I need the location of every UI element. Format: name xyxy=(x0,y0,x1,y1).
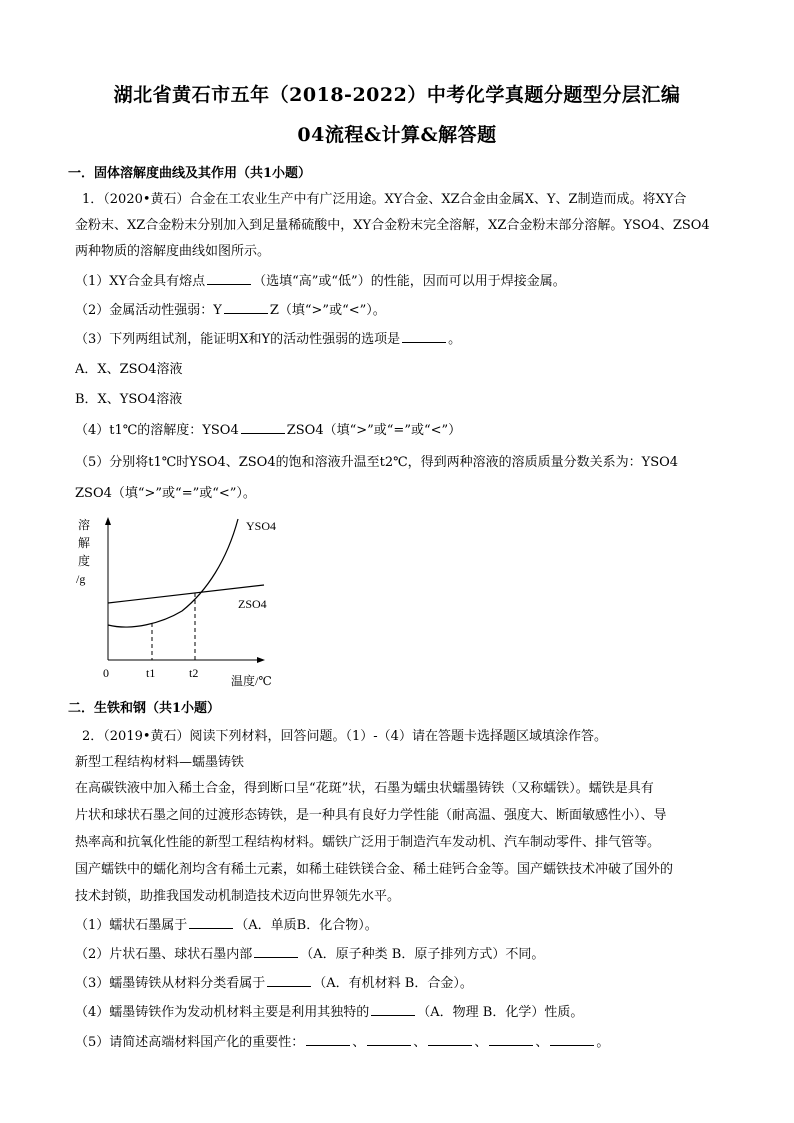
separator: 、 xyxy=(413,1035,427,1050)
chart-series-yso4-line xyxy=(108,519,238,627)
q1-option-a: A．X、ZSO4溶液 xyxy=(75,362,183,377)
q2-part3 xyxy=(75,972,725,991)
q2-part2-text-b: （A．原子种类 B．原子排列方式）不同。 xyxy=(300,947,545,962)
separator: 、 xyxy=(474,1035,488,1050)
q1-intro-line2: 金粉末、XZ合金粉末分别加入到足量稀硫酸中，XY合金粉末完全溶解，XZ合金粉末部分溶解。YSO4、ZSO4 xyxy=(75,218,710,233)
q2-intro: 2．（2019•黄石）阅读下列材料，回答问题。（1）-（4）请在答题卡选择题区域填涂作答。 xyxy=(82,729,607,744)
material-line3: 热率高和抗氧化性能的新型工程结构材料。蠕铁广泛用于制造汽车发动机、汽车制动零件、排气管等。 xyxy=(75,835,661,850)
q1-part3-text-b: 。 xyxy=(448,332,462,347)
answer-blank[interactable] xyxy=(224,301,268,314)
answer-blank[interactable] xyxy=(267,974,311,987)
material-line5: 技术封锁，助推我国发动机制造技术迈向世界领先水平。 xyxy=(75,889,401,904)
q1-intro-line3: 两种物质的溶解度曲线如图所示。 xyxy=(75,244,271,259)
chart-ylabel-char1: 溶 xyxy=(78,518,91,532)
chart-tick-t2: t2 xyxy=(189,666,199,680)
separator: 、 xyxy=(535,1035,549,1050)
answer-blank[interactable] xyxy=(402,330,446,343)
chart-ylabel-char2: 解 xyxy=(78,536,91,550)
material-line4: 国产蠕铁中的蠕化剂均含有稀土元素，如稀土硅铁镁合金、稀土硅钙合金等。国产蠕铁技术冲破了国外的 xyxy=(75,862,674,877)
q1-part4-text-a: （4）t1℃的溶解度：YSO4 xyxy=(75,423,239,438)
q2-part2-text-a: （2）片状石墨、球状石墨内部 xyxy=(75,947,253,962)
q1-part1-text-b: （选填“高”或“低”）的性能，因而可以用于焊接金属。 xyxy=(253,274,566,289)
q1-part3-text-a: （3）下列两组试剂，能证明X和Y的活动性强弱的选项是 xyxy=(75,332,401,347)
q1-part2-text-b: Z（填“>”或“<”）。 xyxy=(269,303,386,318)
q1-part4-text-b: ZSO4（填“>”或“=”或“<”） xyxy=(286,423,462,438)
answer-blank[interactable] xyxy=(306,1033,350,1046)
q2-part2 xyxy=(75,943,725,962)
q1-part1-text-a: （1）XY合金具有熔点 xyxy=(75,274,206,289)
document-subtitle: 04流程&计算&解答题 xyxy=(297,124,497,146)
q1-part2 xyxy=(75,299,725,318)
section2-heading: 二．生铁和钢（共1小题） xyxy=(68,701,221,716)
answer-blank[interactable] xyxy=(367,1033,411,1046)
material-title: 新型工程结构材料—蠕墨铸铁 xyxy=(75,755,245,770)
answer-blank[interactable] xyxy=(207,272,251,285)
q2-part1-text-b: （A．单质B．化合物）。 xyxy=(235,918,378,933)
chart-origin-label: 0 xyxy=(103,666,109,680)
q1-part2-text-a: （2）金属活动性强弱：Y xyxy=(75,303,222,318)
q2-part5-text-a: （5）请简述高端材料国产化的重要性： xyxy=(75,1035,305,1050)
answer-blank[interactable] xyxy=(550,1033,594,1046)
q2-part4-text-a: （4）蠕墨铸铁作为发动机材料主要是利用其独特的 xyxy=(75,1005,370,1020)
chart-tick-t1: t1 xyxy=(146,666,156,680)
q2-part1 xyxy=(75,914,725,933)
separator: 、 xyxy=(352,1035,366,1050)
answer-blank[interactable] xyxy=(189,916,233,929)
q1-part1 xyxy=(75,270,725,289)
chart-ylabel-char3: 度 xyxy=(78,554,91,568)
chart-ylabel-char4: /g xyxy=(76,572,86,586)
q2-part5-end: 。 xyxy=(596,1035,610,1050)
q1-option-b: B．X、YSO4溶液 xyxy=(75,392,183,407)
answer-blank[interactable] xyxy=(371,1003,415,1016)
answer-blank[interactable] xyxy=(489,1033,533,1046)
q2-part5 xyxy=(75,1031,725,1050)
material-line2: 片状和球状石墨之间的过渡形态铸铁，是一种具有良好力学性能（耐高温、强度大、断面敏感性小）、导 xyxy=(75,808,667,823)
answer-blank[interactable] xyxy=(241,421,285,434)
solubility-chart xyxy=(72,505,292,690)
q1-part3 xyxy=(75,328,725,347)
q2-part4-text-b: （A．物理 B．化学）性质。 xyxy=(417,1005,584,1020)
q2-part1-text-a: （1）蠕状石墨属于 xyxy=(75,918,188,933)
chart-y-arrow xyxy=(105,517,111,525)
q2-part4 xyxy=(75,1001,725,1020)
material-line1: 在高碳铁液中加入稀土合金，得到断口呈“花斑”状，石墨为蠕虫状蠕墨铸铁（又称蠕铁）。蠕铁是具有 xyxy=(75,781,654,796)
chart-xlabel: 温度/℃ xyxy=(231,674,272,688)
q2-part3-text-a: （3）蠕墨铸铁从材料分类看属于 xyxy=(75,976,266,991)
q1-part5-line1: （5）分别将t1℃时YSO4、ZSO4的饱和溶液升温至t2℃，得到两种溶液的溶质质量分数关系为：YSO4 xyxy=(75,455,679,470)
chart-series-yso4-label: YSO4 xyxy=(246,519,277,533)
chart-series-zso4-label: ZSO4 xyxy=(238,597,267,611)
q1-intro-line1: 1．（2020•黄石）合金在工农业生产中有广泛用途。XY合金、XZ合金由金属X、Y、Z制造而成。将XY合 xyxy=(82,192,687,207)
answer-blank[interactable] xyxy=(428,1033,472,1046)
q1-part4 xyxy=(75,419,725,438)
answer-blank[interactable] xyxy=(254,945,298,958)
chart-x-arrow xyxy=(257,657,265,663)
section1-heading: 一．固体溶解度曲线及其作用（共1小题） xyxy=(68,166,312,181)
q1-part5-line2: ZSO4（填“>”或“=”或“<”）。 xyxy=(75,486,256,501)
q2-part3-text-b: （A．有机材料 B．合金）。 xyxy=(313,976,473,991)
document-title: 湖北省黄石市五年（2018-2022）中考化学真题分题型分层汇编 xyxy=(113,84,681,106)
